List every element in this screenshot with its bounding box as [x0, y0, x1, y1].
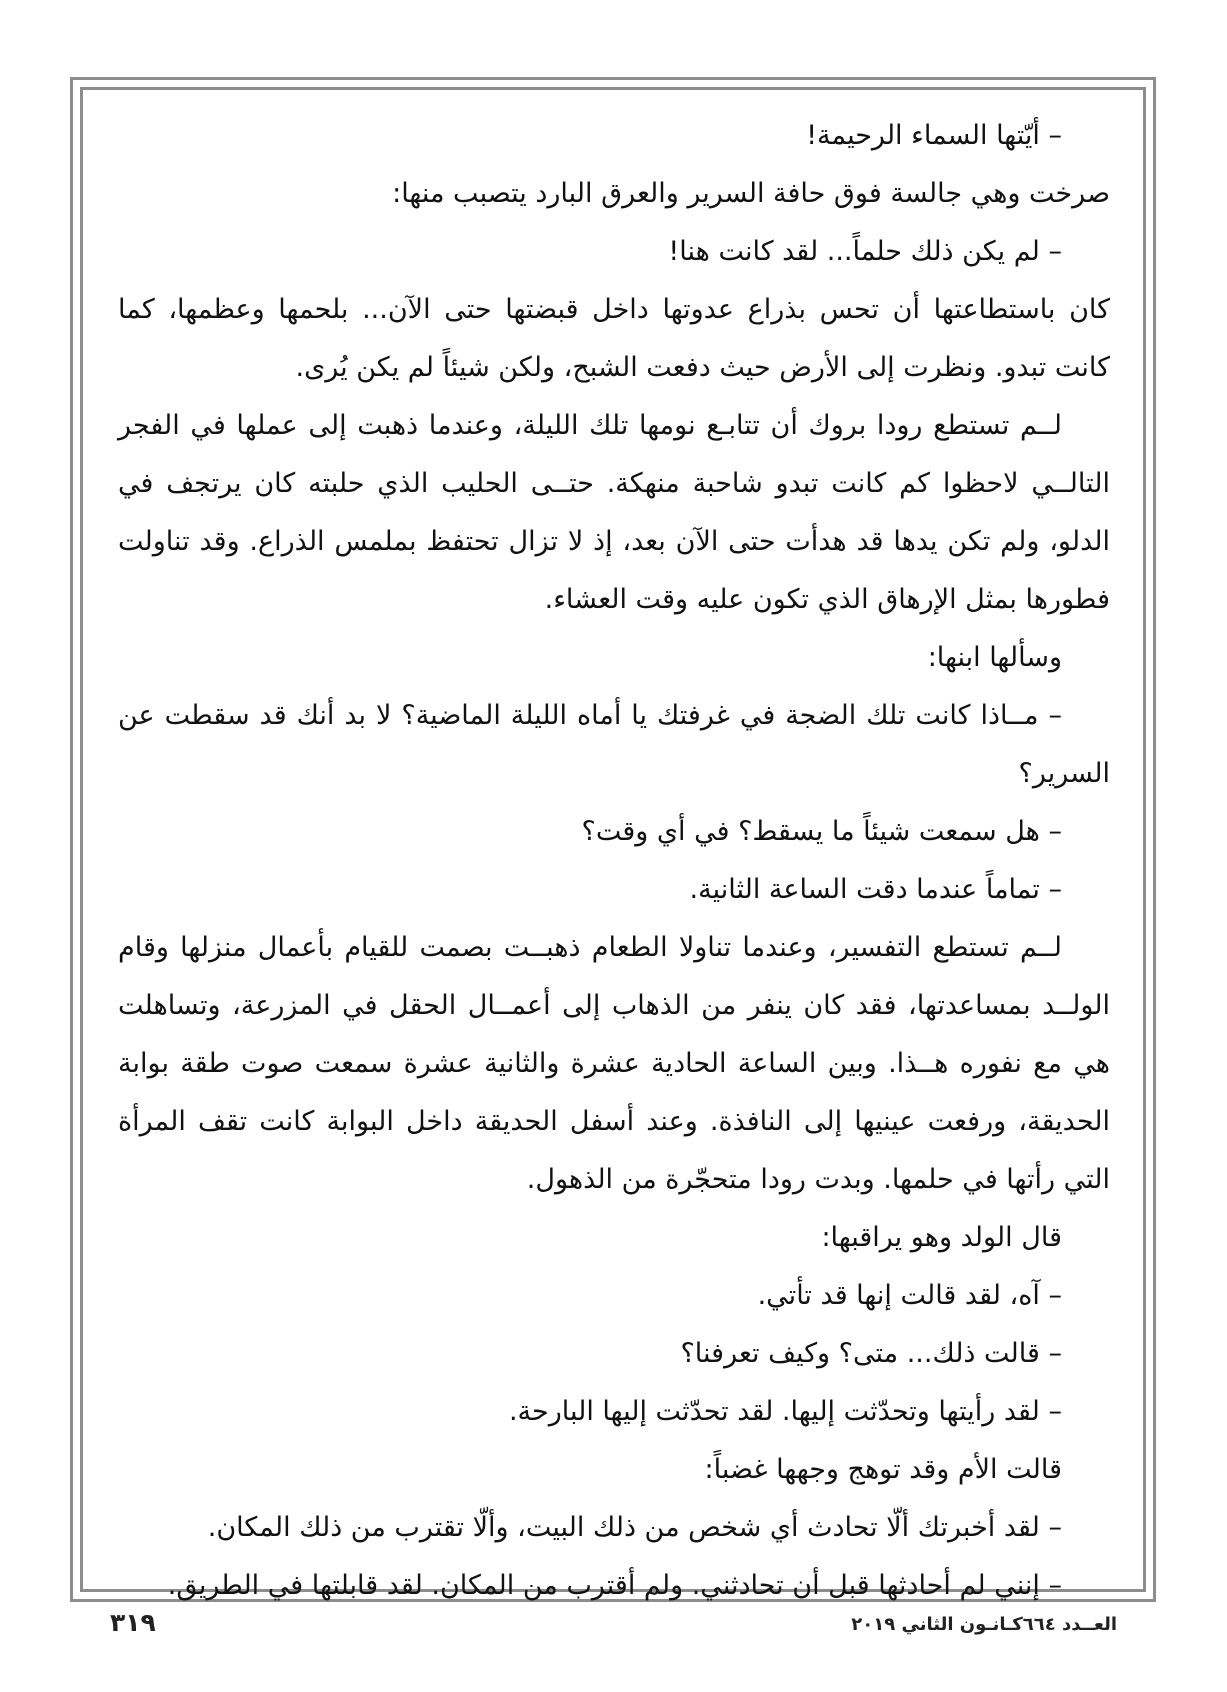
page-number: ٣١٩ [110, 1608, 156, 1637]
dialogue-line: – مــاذا كانت تلك الضجة في غرفتك يا أماه الليلة الماضية؟ لا بد أنك قد سقطت عن السرير؟ [118, 700, 1110, 789]
dialogue-line: – قالت ذلك... متى؟ وكيف تعرفنا؟ [680, 1338, 1062, 1369]
narrative-paragraph: لــم تستطع رودا بروك أن تتابـع نومها تلك الليلة، وعندما ذهبت إلى عملها في الفجر التالــي لاحظوا كم كانت تبدو شاحبة منهكة. حتــى الحليب الذي حلبته كان يرتجف في الدلو، ولم تكن يدها قد هدأت حتى الآن بعد، إذ لا تزال تحتفظ بملمس الذراع. وقد تناولت فطورها بمثل الإرهاق الذي تكون عليه وقت العشاء. [118, 410, 1110, 615]
dialogue-line: – تماماً عندما دقت الساعة الثانية. [689, 874, 1062, 905]
dialogue-line: – أيّتها السماء الرحيمة! [806, 120, 1062, 151]
narrative-paragraph: صرخت وهي جالسة فوق حافة السرير والعرق البارد يتصبب منها: [392, 178, 1110, 209]
page-footer [0, 1608, 1227, 1648]
dialogue-line: – إنني لم أحادثها قبل أن تحادثني. ولم أقترب من المكان. لقد قابلتها في الطريق. [167, 1570, 1062, 1601]
issue-info: العــدد ٦٦٤كـانـون الثاني ٢٠١٩ [851, 1614, 1117, 1635]
dialogue-line: – آه، لقد قالت إنها قد تأتي. [757, 1280, 1062, 1311]
narrative-paragraph: قال الولد وهو يراقبها: [821, 1222, 1062, 1253]
dialogue-line: – هل سمعت شيئاً ما يسقط؟ في أي وقت؟ [581, 816, 1062, 847]
dialogue-line: – لم يكن ذلك حلماً... لقد كانت هنا! [668, 236, 1062, 267]
story-text [118, 107, 1110, 1615]
narrative-paragraph: لــم تستطع التفسير، وعندما تناولا الطعام ذهبــت بصمت للقيام بأعمال منزلها وقام الولــد بمساعدتها، فقد كان ينفر من الذهاب إلى أعمــال الحقل في المزرعة، وتساهلت هي مع نفوره هــذا. وبين الساعة الحادية عشرة والثانية عشرة سمعت صوت طقة بوابة الحديقة، ورفعت عينيها إلى النافذة. وعند أسفل الحديقة داخل البوابة كانت تقف المرأة التي رأتها في حلمها. وبدت رودا متحجّرة من الذهول. [118, 932, 1110, 1195]
dialogue-line: – لقد أخبرتك ألّا تحادث أي شخص من ذلك البيت، وألّا تقترب من ذلك المكان. [207, 1512, 1062, 1543]
narrative-paragraph: قالت الأم وقد توهج وجهها غضباً: [704, 1454, 1062, 1485]
narrative-paragraph: كان باستطاعتها أن تحس بذراع عدوتها داخل قبضتها حتى الآن... بلحمها وعظمها، كما كانت تبدو. ونظرت إلى الأرض حيث دفعت الشبح، ولكن شيئاً لم يكن يُرى. [118, 294, 1110, 383]
dialogue-line: – لقد رأيتها وتحدّثت إليها. لقد تحدّثت إليها البارحة. [508, 1396, 1062, 1427]
narrative-paragraph: وسألها ابنها: [927, 642, 1062, 673]
